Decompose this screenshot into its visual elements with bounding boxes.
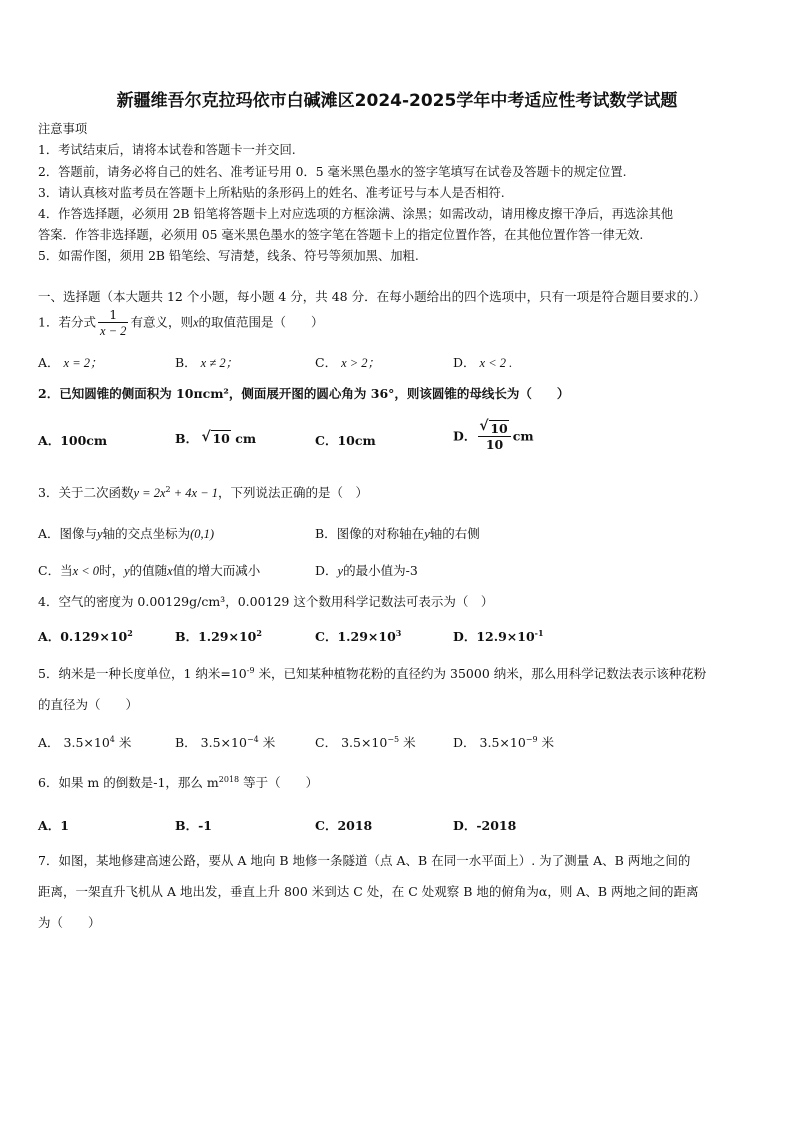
q4-option-c[interactable] <box>315 629 401 645</box>
option-text: 轴的交点坐标为 <box>102 526 191 541</box>
unit: cm <box>512 428 534 444</box>
unit: 米 <box>258 735 276 750</box>
q1-var: x <box>192 315 199 330</box>
q5-text: 米，已知某种植物花粉的直径约为 35000 纳米，那么用科学记数法表示该种花粉 <box>254 666 707 681</box>
option-label: C． <box>315 735 338 750</box>
note-item: 答案．作答非选择题，必须用 05 毫米黑色墨水的签字笔在答题卡上的指定位置作答，在其他位置作答一律无效. <box>38 228 644 242</box>
q6-option-d[interactable]: D．-2018 <box>453 818 517 833</box>
unit: 米 <box>537 735 555 750</box>
question-2-stem: 2．已知圆锥的侧面积为 10πcm²，侧面展开图的圆心角为 36°，则该圆锥的母线长为（ ） <box>38 386 570 401</box>
q3-text: ，下列说法正确的是（ ） <box>218 485 369 500</box>
q1-fraction <box>98 307 128 339</box>
q1-option-b[interactable] <box>175 355 238 371</box>
option-label: B． <box>175 431 199 446</box>
exponent: -9 <box>246 666 255 675</box>
sqrt-symbol <box>480 421 508 436</box>
q1-den: x − 2 <box>99 324 127 338</box>
option-text: B．图像的对称轴在 <box>315 526 425 541</box>
q1-option-d[interactable] <box>453 355 512 371</box>
q3-option-c[interactable] <box>38 563 260 579</box>
option-var: y <box>97 527 103 541</box>
q2-option-c[interactable]: C．10cm <box>315 433 376 448</box>
q1-text: 1．若分式 <box>38 314 96 330</box>
radicand: 10 <box>490 421 508 436</box>
option-text: 的值随 <box>129 563 168 578</box>
option-text: 值的增大而减小 <box>172 563 261 578</box>
q3-function: + 4x − 1 <box>170 486 219 500</box>
question-5-stem-cont: 的直径为（ ） <box>38 697 139 712</box>
option-text: 时， <box>99 563 125 578</box>
q5-option-b[interactable] <box>175 735 275 751</box>
unit: 米 <box>114 735 132 750</box>
fraction-numerator <box>478 421 510 437</box>
option-text: A．图像与 <box>38 526 98 541</box>
question-3-stem: 3．关于二次函数$y = 2x^2 + 4x - 1$，下列说法正确的是（ ） <box>38 485 369 500</box>
q1-option-c[interactable] <box>315 355 380 371</box>
q5-option-d[interactable] <box>453 735 554 751</box>
option-value: D．12.9×10 <box>453 629 535 644</box>
q6-option-c[interactable]: C．2018 <box>315 818 373 833</box>
option-cond: x < 0 <box>72 564 100 578</box>
option-point: (0,1) <box>190 527 215 541</box>
question-7-stem: 7．如图，某地修建高速公路，要从 A 地向 B 地修一条隧道（点 A、B 在同一水平面上）. 为了测量 A、B 两地之间的 <box>38 853 691 868</box>
option-var: y <box>424 527 430 541</box>
option-var: y <box>337 564 344 578</box>
option-label: D． <box>453 355 476 370</box>
option-value: C．1.29×10 <box>315 629 396 644</box>
option-value: 3.5×10 <box>63 735 110 750</box>
q2-option-b[interactable] <box>175 431 256 447</box>
exponent: −5 <box>387 735 400 744</box>
question-7-stem-cont: 为（ ） <box>38 915 101 930</box>
fraction-denominator: 10 <box>485 437 504 452</box>
notes-heading: 注意事项 <box>38 122 88 136</box>
exponent: 3 <box>395 628 402 638</box>
q4-option-d[interactable] <box>453 629 544 645</box>
option-label: A． <box>38 735 60 750</box>
unit: 米 <box>399 735 416 750</box>
option-text: 轴的右侧 <box>429 526 480 541</box>
option-value: x < 2 . <box>479 356 513 370</box>
option-label: D． <box>453 735 476 750</box>
q2-d-fraction <box>478 421 510 453</box>
exponent: 2 <box>256 628 262 638</box>
q2-option-d[interactable] <box>453 421 534 453</box>
note-item: 5．如需作图，须用 2B 铅笔绘、写清楚，线条、符号等须加黑、加粗. <box>38 249 419 263</box>
q6-option-a[interactable]: A．1 <box>38 818 69 833</box>
q1-text: 有意义，则 <box>130 314 193 330</box>
q3-function: y = 2x <box>133 486 166 500</box>
option-value: x > 2； <box>341 356 381 370</box>
exponent: 2018 <box>218 775 240 784</box>
q1-text: 的取值范围是（ ） <box>198 314 324 330</box>
q4-option-a[interactable] <box>38 629 133 645</box>
option-label: B． <box>175 735 197 750</box>
option-label: C． <box>315 355 338 370</box>
option-value: A．0.129×10 <box>38 629 128 644</box>
option-value: 3.5×10 <box>341 735 388 750</box>
option-text: 的最小值为-3 <box>343 563 418 578</box>
exponent: −4 <box>246 735 259 744</box>
option-label: D． <box>453 428 477 444</box>
q3-option-b[interactable] <box>315 526 480 542</box>
exponent: −9 <box>525 735 538 744</box>
option-label: B． <box>175 355 197 370</box>
q6-option-b[interactable]: B．-1 <box>175 818 212 833</box>
fraction-denominator <box>98 323 128 339</box>
unit: cm <box>235 431 257 446</box>
q2-option-a[interactable]: A．100cm <box>38 433 108 448</box>
sqrt-symbol <box>202 431 230 447</box>
q5-option-a[interactable] <box>38 735 131 751</box>
note-item: 2．答题前，请务必将自己的姓名、准考证号用 0．5 毫米黑色墨水的签字笔填写在试卷及答题卡的规定位置. <box>38 165 627 179</box>
note-item: 4．作答选择题，必须用 2B 铅笔将答题卡上对应选项的方框涂满、涂黑；如需改动，请用橡皮擦干净后，再选涂其他 <box>38 207 674 221</box>
q5-option-c[interactable] <box>315 735 416 751</box>
option-value: x ≠ 2； <box>200 356 239 370</box>
q5-text: 5．纳米是一种长度单位，1 纳米=10 <box>38 666 247 681</box>
option-text: C．当 <box>38 563 73 578</box>
fraction-numerator: 1 <box>98 307 128 323</box>
option-value: 3.5×10 <box>200 735 247 750</box>
option-value: B．1.29×10 <box>175 629 257 644</box>
exponent: -1 <box>534 628 544 638</box>
option-value: x = 2； <box>63 356 103 370</box>
option-value: 3.5×10 <box>479 735 526 750</box>
question-6-stem <box>38 775 318 791</box>
radicand: 10 <box>212 431 230 446</box>
question-1-stem <box>38 307 324 339</box>
question-4-stem: 4．空气的密度为 0.00129g/cm³，0.00129 这个数用科学记数法可表示为（ ） <box>38 594 494 609</box>
question-5-stem <box>38 666 706 682</box>
q6-text: 等于（ ） <box>239 775 319 790</box>
question-7-stem-cont: 距离，一架直升飞机从 A 地出发，垂直上升 800 米到达 C 处，在 C 处观察 B 地的俯角为α，则 A、B 两地之间的距离 <box>38 884 699 899</box>
q3-option-d[interactable] <box>315 563 418 579</box>
page-title: 新疆维吾尔克拉玛依市白碱滩区2024-2025学年中考适应性考试数学试题 <box>116 91 678 111</box>
option-var: x <box>167 564 173 578</box>
q4-option-b[interactable] <box>175 629 262 645</box>
section-heading: 一、选择题（本大题共 12 个小题，每小题 4 分，共 48 分．在每小题给出的四个选项中，只有一项是符合题目要求的.） <box>38 289 706 304</box>
q3-text: 3．关于二次函数 <box>38 485 134 500</box>
q3-option-a[interactable] <box>38 526 214 542</box>
q1-option-a[interactable] <box>38 355 103 371</box>
option-text: D． <box>315 563 338 578</box>
q6-text: 6．如果 m 的倒数是-1，那么 m <box>38 775 219 790</box>
note-item: 1．考试结束后，请将本试卷和答题卡一并交回. <box>38 143 296 157</box>
option-var: y <box>124 564 130 578</box>
note-item: 3．请认真核对监考员在答题卡上所粘贴的条形码上的姓名、准考证号与本人是否相符. <box>38 186 505 200</box>
option-label: A． <box>38 355 60 370</box>
exponent: 2 <box>127 628 133 638</box>
exponent: 4 <box>109 735 115 744</box>
